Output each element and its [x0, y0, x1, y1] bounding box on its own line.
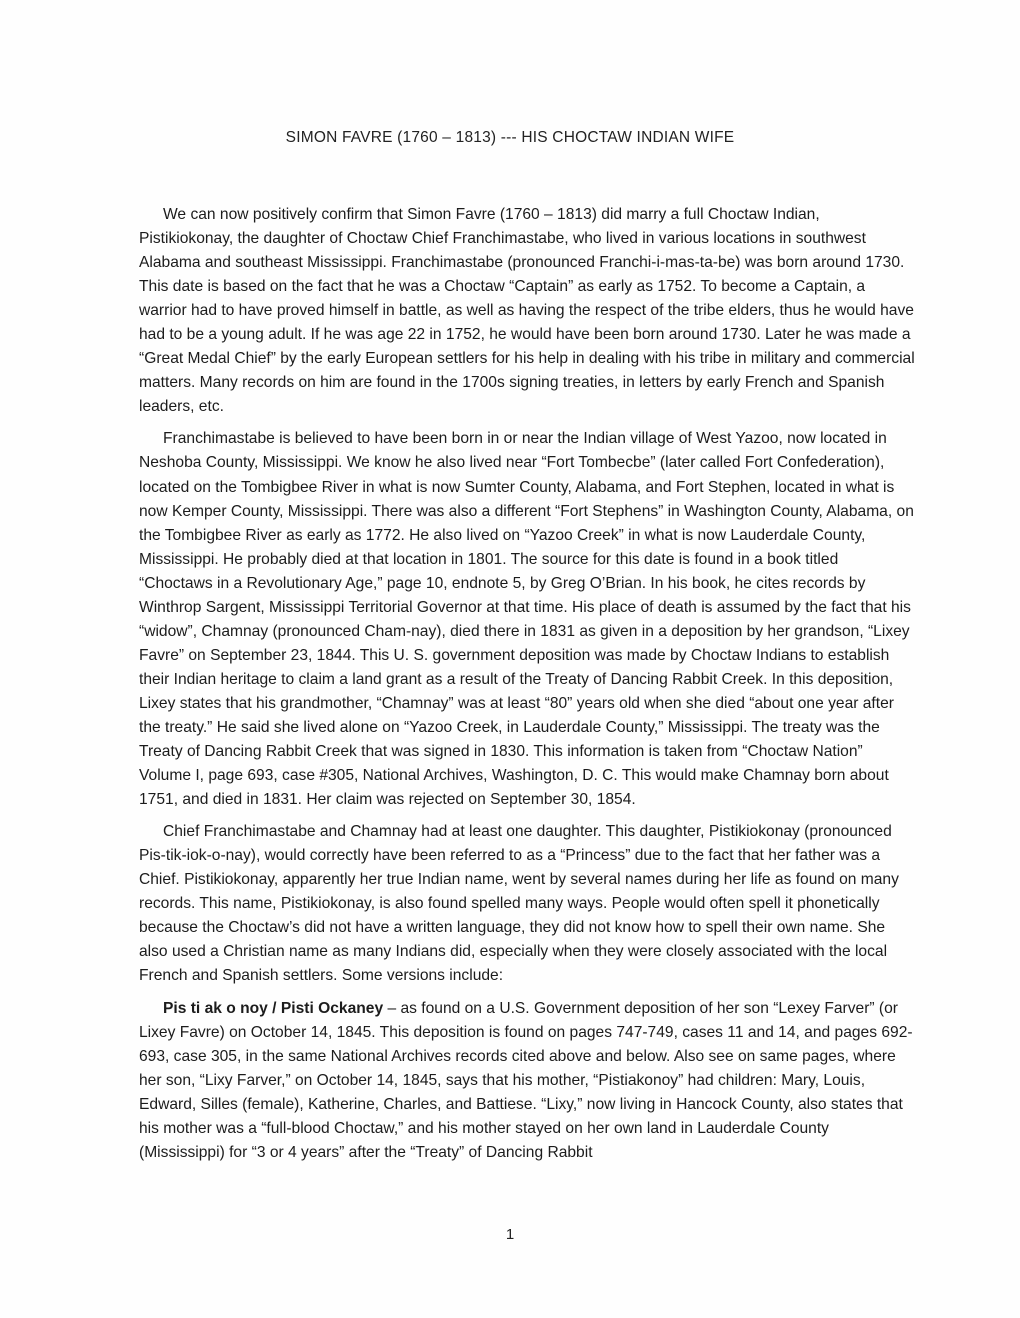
document-body — [139, 203, 915, 1165]
paragraph-4-text: – as found on a U.S. Government deposition of her son “Lexey Farver” (or Lixey Favre) on October 14, 1845. This deposition is found on pages 747-749, cases 11 and 14, and pages 692-693, case 305, in the same National Archives records cited above and below. Also see on same pages, where her son, “Lixy Farver,” on October 14, 1845, says that his mother, “Pistiakonoy” had children: Mary, Louis, Edward, Silles (female), Katherine, Charles, and Battiese. “Lixy,” now living in Hancock County, also states that his mother was a “full-blood Choctaw,” and his mother stayed on her own land in Lauderdale County (Mississippi) for “3 or 4 years” after the “Treaty” of Dancing Rabbit — [139, 999, 913, 1161]
document-title: SIMON FAVRE (1760 – 1813) --- HIS CHOCTAW INDIAN WIFE — [285, 129, 735, 146]
paragraph-2: Franchimastabe is believed to have been born in or near the Indian village of West Yazoo, now located in Neshoba County, Mississippi. We know he also lived near “Fort Tombecbe” (later called Fort Confederation), located on the Tombigbee River in what is now Sumter County, Alabama, and Fort Stephen, located in what is now Kemper County, Mississippi. There was also a different “Fort Stephens” in Washington County, Alabama, on the Tombigbee River as early as 1772. He also lived on “Yazoo Creek” in what is now Lauderdale County, Mississippi. He probably died at that location in 1801. The source for this date is found in a book titled “Choctaws in a Revolutionary Age,” page 10, endnote 5, by Greg O’Brian. In his book, he cites records by Winthrop Sargent, Mississippi Territorial Governor at that time. His place of death is assumed by the fact that his “widow”, Chamnay (pronounced Cham-nay), died there in 1831 as given in a deposition by her grandson, “Lixey Favre” on September 23, 1844. This U. S. government deposition was made by Choctaw Indians to establish their Indian heritage to claim a land grant as a result of the Treaty of Dancing Rabbit Creek. In this deposition, Lixey states that his grandmother, “Chamnay” was at least “80” years old when she died “about one year after the treaty.” He said she lived alone on “Yazoo Creek, in Lauderdale County,” Mississippi. The treaty was the Treaty of Dancing Rabbit Creek that was signed in 1830. This information is taken from “Choctaw Nation” Volume I, page 693, case #305, National Archives, Washington, D. C. This would make Chamnay born about 1751, and died in 1831. Her claim was rejected on September 30, 1854. — [139, 430, 914, 809]
page-number: 1 — [505, 1226, 515, 1243]
paragraph-4 — [139, 997, 915, 1165]
paragraph-3: Chief Franchimastabe and Chamnay had at least one daughter. This daughter, Pistikiokonay (pronounced Pis-tik-iok-o-nay), would correctly have been referred to as a “Princess” due to the fact that her father was a Chief. Pistikiokonay, apparently her true Indian name, went by several names during her life as found on many records. This name, Pistikiokonay, is also found spelled many ways. People would often spell it phonetically because the Choctaw’s did not have a written language, they did not know how to spell their own name. She also used a Christian name as many Indians did, especially when they were closely associated with the local French and Spanish settlers. Some versions include: — [139, 823, 899, 985]
paragraph-1: We can now positively confirm that Simon Favre (1760 – 1813) did marry a full Choctaw Indian, Pistikiokonay, the daughter of Choctaw Chief Franchimastabe, who lived in various locations in southwest Alabama and southeast Mississippi. Franchimastabe (pronounced Franchi-i-mas-ta-be) was born around 1730. This date is based on the fact that he was a Choctaw “Captain” as early as 1752. To become a Captain, a warrior had to have proved himself in battle, as well as having the respect of the tribe elders, thus he would have had to be a young adult. If he was age 22 in 1752, he would have been born around 1730. Later he was made a “Great Medal Chief” by the early European settlers for his help in dealing with his tribe in military and commercial matters. Many records on him are found in the 1700s signing treaties, in letters by early French and Spanish leaders, etc. — [139, 206, 915, 416]
paragraph-4-bold-lead: Pis ti ak o noy / Pisti Ockaney — [163, 999, 384, 1017]
